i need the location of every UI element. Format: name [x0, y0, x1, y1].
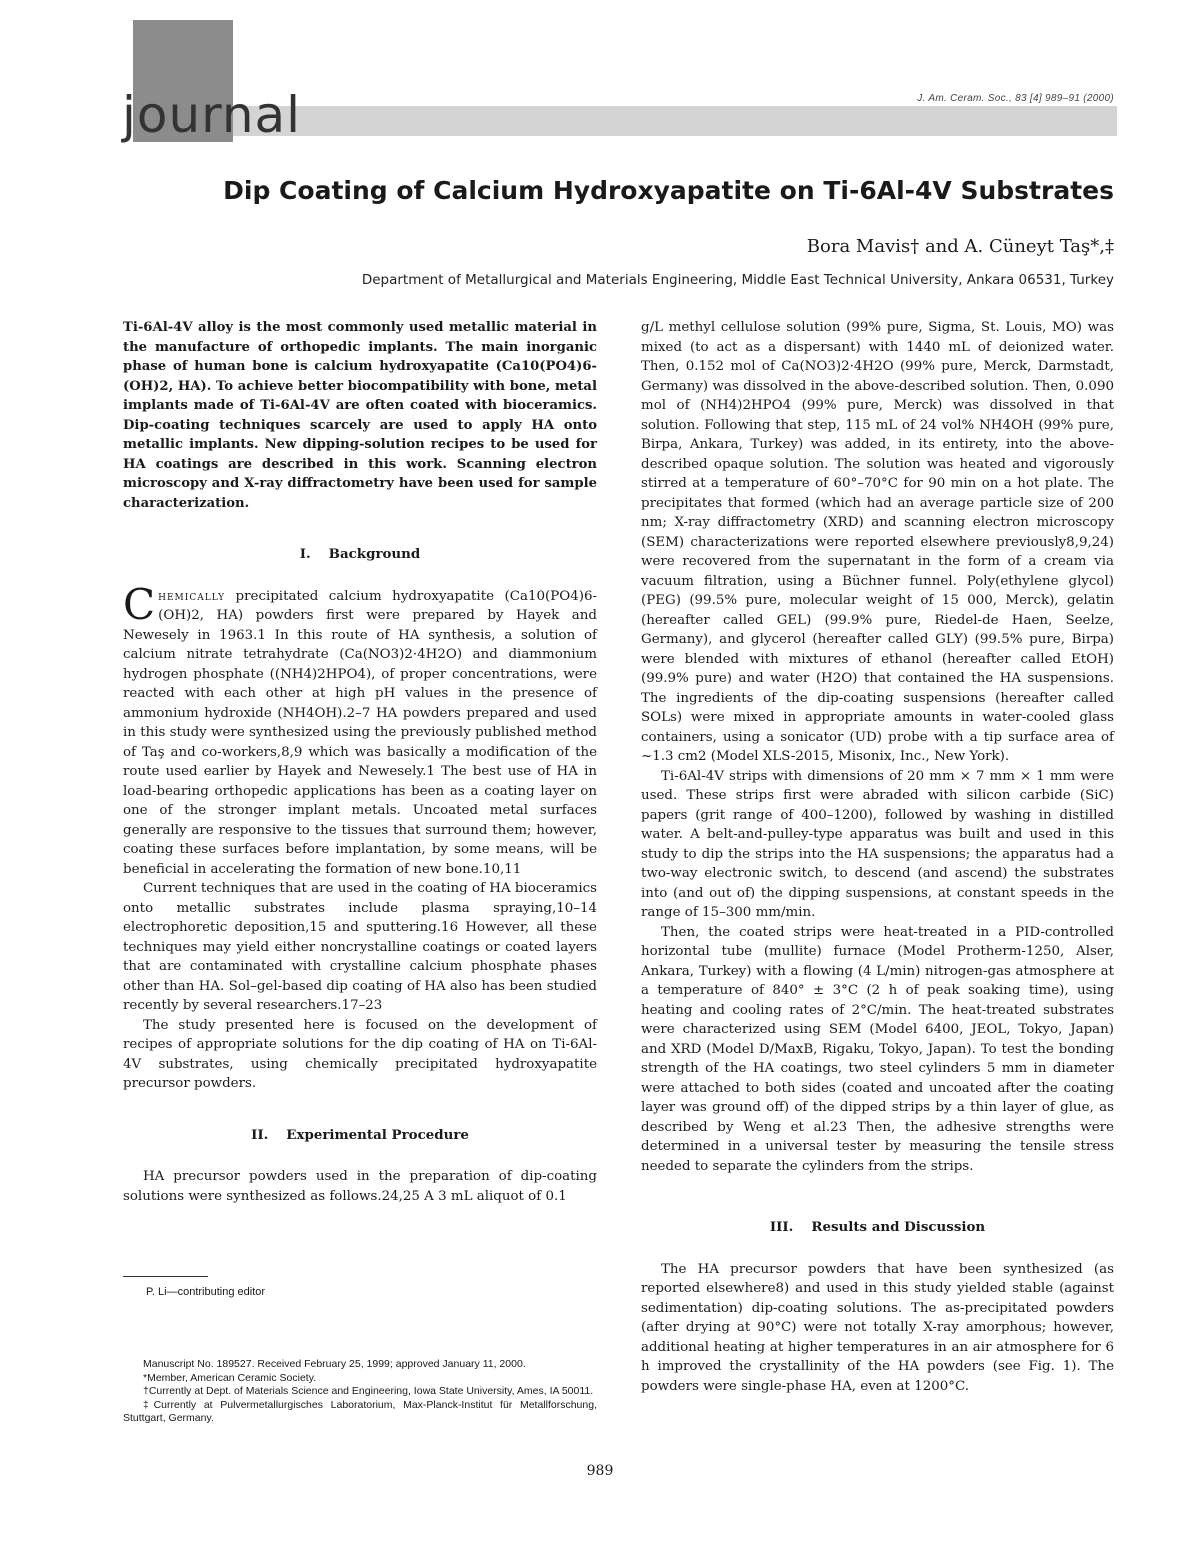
- section-heading-results: [641, 1218, 1114, 1238]
- section-title: Experimental Procedure: [286, 1126, 469, 1143]
- small-caps-lead: hemically: [158, 588, 226, 604]
- paragraph: g/L methyl cellulose solution (99% pure, Sigma, St. Louis, MO) was mixed (to act as a dispersant) with 1440 mL of deionized water. Then, 0.152 mol of Ca(NO3)2·4H2O (99% pure, Merck, Darmstadt, Germany) was dissolved in the above-described solution. Then, 0.090 mol of (NH4)2HPO4 (99% pure, Merck) was dissolved in that solution. Following that step, 115 mL of 24 vol% NH4OH (99% pure, Birpa, Ankara, Turkey) was added, in its entirety, into the above-described opaque solution. The solution was heated and vigorously stirred at a temperature of 60°–70°C for 90 min on a hot plate. The precipitates that formed (which had an average particle size of 200 nm; X-ray diffractometry (XRD) and scanning electron microscopy (SEM) characterizations were reported elsewhere previously8,9,24) were recovered from the supernatant in the form of a cream via vacuum filtration, using a Büchner funnel. Poly(ethylene glycol) (PEG) (99.5% pure, molecular weight of 15 000, Merck), gelatin (hereafter called GEL) (99.9% pure, Riedel-de Haen, Seelze, Germany), and glycerol (hereafter called GLY) (99.5% pure, Birpa) were blended with mixtures of ethanol (hereafter called EtOH) (99.9% pure) and water (H2O) that contained the HA suspensions. The ingredients of the dip-coating suspensions (hereafter called SOLs) were mixed in appropriate amounts in water-cooled glass containers, using a sonicator (UD) probe with a tip surface area of ~1.3 cm2 (Model XLS-2015, Misonix, Inc., New York).: [641, 320, 1114, 764]
- footnote: Manuscript No. 189527. Received February 25, 1999; approved January 11, 2000.: [143, 1358, 526, 1370]
- paragraph-text: precipitated calcium hydroxyapatite (Ca10(PO4)6-(OH)2, HA) powders first were prepared by Hayek and Newesely in 1963.1 In this route of HA synthesis, a solution of calcium nitrate tetrahydrate (Ca(NO3)2·4H2O) and diammonium hydrogen phosphate ((NH4)2HPO4), of proper concentrations, were reacted with each other at high pH values in the presence of ammonium hydroxide (NH4OH).2–7 HA powders prepared and used in this study were synthesized using the previously published method of Taş and co-workers,8,9 which was basically a modification of the route used earlier by Hayek and Newesely.1 The best use of HA in load-bearing orthopedic applications has been as a coating layer on one of the stronger implant metals. Uncoated metal surfaces generally are responsive to the tissues that surround them; however, coating these surfaces before implantation, by some means, will be beneficial in accelerating the formation of new bone.10,11: [123, 588, 597, 877]
- citation: J. Am. Ceram. Soc., 83 [4] 989–91 (2000): [917, 93, 1114, 104]
- paragraph: The study presented here is focused on the development of recipes of appropriate solutions for the dip coating of HA on Ti-6Al-4V substrates, using chemically precipitated hydroxyapatite precursor powders.: [123, 1017, 597, 1091]
- section-heading-background: [123, 545, 597, 565]
- journal-logo-text: journal: [122, 86, 302, 144]
- section-title: Background: [328, 546, 421, 562]
- footnote: *Member, American Ceramic Society.: [143, 1371, 317, 1384]
- paragraph: HA precursor powders used in the preparation of dip-coating solutions were synthesized as follows.24,25 A 3 mL aliquot of 0.1: [123, 1169, 597, 1204]
- paragraph: The HA precursor powders that have been synthesized (as reported elsewhere8) and used in this study yielded stable (against sedimentation) dip-coating solutions. The as-precipitated powders (after drying at 90°C) were not totally X-ray amorphous; however, additional heating at higher temperatures in an air atmosphere for 6 h improved the crystallinity of the HA powders (see Fig. 1). The powders were single-phase HA, even at 1200°C.: [641, 1261, 1114, 1394]
- section-heading-experimental: [123, 1126, 597, 1146]
- right-column: [641, 318, 1114, 1396]
- footnote-rule: [123, 1276, 208, 1277]
- paragraph: Then, the coated strips were heat-treated in a PID-controlled horizontal tube (mullite) furnace (Model Protherm-1250, Alser, Ankara, Turkey) with a flowing (4 L/min) nitrogen-gas atmosphere at a temperature of 840° ± 3°C (2 h of peak soaking time), using heating and cooling rates of 2°C/min. The heat-treated substrates were characterized using SEM (Model 6400, JEOL, Tokyo, Japan) and XRD (Model D/MaxB, Rigaku, Tokyo, Japan). To test the bonding strength of the HA coatings, two steel cylinders 5 mm in diameter were attached to both sides (coated and uncoated after the coating layer was ground off) of the dipped strips by a thin layer of glue, as described by Weng et al.23 Then, the adhesive strengths were determined in a universal tester by measuring the tensile stress needed to separate the cylinders from the strips.: [641, 924, 1114, 1174]
- paragraph: [123, 579, 597, 880]
- footnote: †Currently at Dept. of Materials Science and Engineering, Iowa State University, Ames, IA 50011.: [143, 1385, 594, 1397]
- drop-cap: C: [123, 579, 156, 629]
- footnote: ‡Currently at Pulvermetallurgisches Laboratorium, Max-Planck-Institut für Metallforschung, Stuttgart, Germany.: [123, 1398, 597, 1424]
- paragraph: Ti-6Al-4V strips with dimensions of 20 mm × 7 mm × 1 mm were used. These strips first were abraded with silicon carbide (SiC) papers (grit range of 400–1200), followed by washing in distilled water. A belt-and-pulley-type apparatus was built and used in this study to dip the strips into the HA suspensions; the apparatus had a two-way electronic switch, to descend (and ascend) the substrates into (and out of) the dipping suspensions, at constant speeds in the range of 15–300 mm/min.: [641, 768, 1114, 920]
- left-column: [123, 318, 597, 1206]
- section-number: III.: [769, 1219, 794, 1235]
- header-bar: [233, 106, 1117, 136]
- affiliation: Department of Metallurgical and Materials Engineering, Middle East Technical University, Ankara 06531, Turkey: [361, 272, 1114, 288]
- paragraph: Current techniques that are used in the coating of HA bioceramics onto metallic substrates include plasma spraying,10–14 electrophoretic deposition,15 and sputtering.16 However, all these techniques may yield either noncrystalline coatings or coated layers that are contaminated with crystalline calcium phosphate phases other than HA. Sol–gel-based dip coating of HA also has been studied recently by several researchers.17–23: [123, 881, 597, 1013]
- footnotes: [123, 1358, 597, 1426]
- editor-note: P. Li—contributing editor: [146, 1286, 266, 1298]
- section-number: I.: [299, 546, 311, 562]
- section-title: Results and Discussion: [811, 1219, 986, 1235]
- page-number: 989: [586, 1463, 614, 1479]
- authors: Bora Mavis† and A. Cüneyt Taş*,‡: [806, 236, 1114, 257]
- abstract: Ti-6Al-4V alloy is the most commonly used metallic material in the manufacture of orthopedic implants. The main inorganic phase of human bone is calcium hydroxyapatite (Ca10(PO4)6-(OH)2, HA). To achieve better biocompatibility with bone, metal implants made of Ti-6Al-4V are often coated with bioceramics. Dip-coating techniques scarcely are used to apply HA onto metallic implants. New dipping-solution recipes to be used for HA coatings are described in this work. Scanning electron microscopy and X-ray diffractometry have been used for sample characterization.: [123, 320, 597, 511]
- section-number: II.: [251, 1126, 269, 1143]
- paper-title: Dip Coating of Calcium Hydroxyapatite on Ti-6Al-4V Substrates: [223, 176, 1114, 205]
